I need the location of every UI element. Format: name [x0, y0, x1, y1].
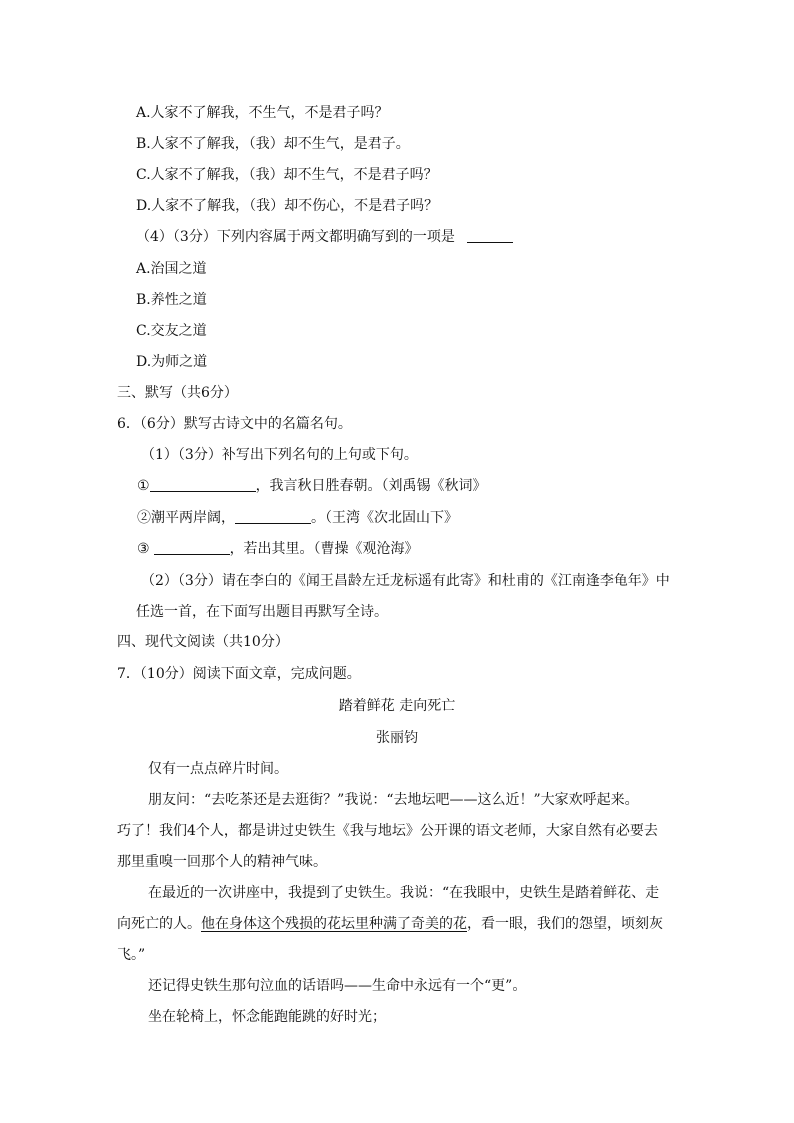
option-a: A.人家不了解我，不生气，不是君子吗？: [136, 105, 389, 121]
paragraph-4: 还记得史铁生那句泣血的话语吗——生命中永远有一个“更”。: [148, 978, 527, 994]
option-c: C.人家不了解我，（我）却不生气，不是君子吗？: [136, 167, 438, 183]
option-b: B.人家不了解我，（我）却不生气，是君子。: [136, 136, 410, 152]
q4-option-c: C.交友之道: [136, 323, 207, 339]
recite-line-1-text: ，我言秋日胜春朝。（刘禹锡《秋词》: [255, 478, 487, 494]
paragraph-2-line-2: 巧了！我们4个人，都是讲过史铁生《我与地坛》公开课的语文老师，大家自然有必要去: [117, 823, 658, 839]
question-6-sub2-line2: 任选一首，在下面写出题目再默写全诗。: [136, 604, 388, 620]
paragraph-5: 坐在轮椅上，怀念能跑能跳的好时光；: [148, 1009, 386, 1025]
paragraph-2-line-1: 朋友问：“去吃茶还是去逛街？”我说：“去地坛吧——这么近！”大家欢呼起来。: [148, 792, 639, 808]
question-7-title: 7．（10分）阅读下面文章，完成问题。: [117, 666, 361, 682]
recite-line-2-pre: ②潮平两岸阔，: [137, 510, 235, 526]
paragraph-1: 仅有一点点碎片时间。: [148, 761, 288, 777]
question-6-sub1: （1）（3分）补写出下列名句的上句或下句。: [141, 447, 418, 463]
article-author: 张丽钧: [376, 730, 418, 746]
recite-line-3: [137, 540, 419, 558]
underlined-sentence: 他在身体这个残损的花坛里种满了奇美的花: [201, 916, 467, 932]
question-6-sub2-line1: （2）（3分）请在李白的《闻王昌龄左迁龙标遥有此寄》和杜甫的《江南逢李龟年》中: [141, 573, 670, 589]
question-4-text: （4）（3分）下列内容属于两文都明确写到的一项是: [136, 229, 455, 245]
paragraph-3-line-3: 飞。”: [117, 947, 146, 963]
fill-blank-2: [235, 509, 311, 524]
fill-blank-1: [150, 477, 256, 492]
paragraph-3-line-2: [117, 915, 663, 933]
option-d: D.人家不了解我，（我）却不伤心，不是君子吗？: [136, 198, 439, 214]
recite-line-1: [137, 477, 487, 495]
recite-line-2: [137, 509, 458, 527]
recite-line-3-number: ③: [137, 541, 150, 557]
paragraph-3-pre: 向死亡的人。: [117, 916, 201, 932]
section-3-heading: 三、默写（共6分）: [117, 385, 238, 401]
fill-blank-3: [154, 540, 230, 555]
q4-option-a: A.治国之道: [136, 261, 207, 277]
recite-line-3-text: ，若出其里。（曹操《观沧海》: [229, 541, 419, 557]
question-6-title: 6．（6分）默写古诗文中的名篇名句。: [117, 416, 352, 432]
paragraph-3-post: ，看一眼，我们的怨望，顷刻灰: [467, 916, 663, 932]
question-4-stem: [136, 228, 513, 246]
answer-blank: [467, 228, 513, 243]
q4-option-d: D.为师之道: [136, 354, 208, 370]
paragraph-3-line-1: 在最近的一次讲座中，我提到了史铁生。我说：“在我眼中，史铁生是踏着鲜花、走: [148, 885, 660, 901]
paragraph-2-line-3: 那里重嗅一回那个人的精神气味。: [117, 854, 327, 870]
section-4-heading: 四、现代文阅读（共10分）: [117, 634, 289, 650]
recite-line-1-number: ①: [137, 478, 150, 494]
recite-line-2-post: 。（王湾《次北固山下》: [311, 510, 458, 526]
article-title: 踏着鲜花 走向死亡: [338, 698, 456, 714]
q4-option-b: B.养性之道: [136, 292, 207, 308]
